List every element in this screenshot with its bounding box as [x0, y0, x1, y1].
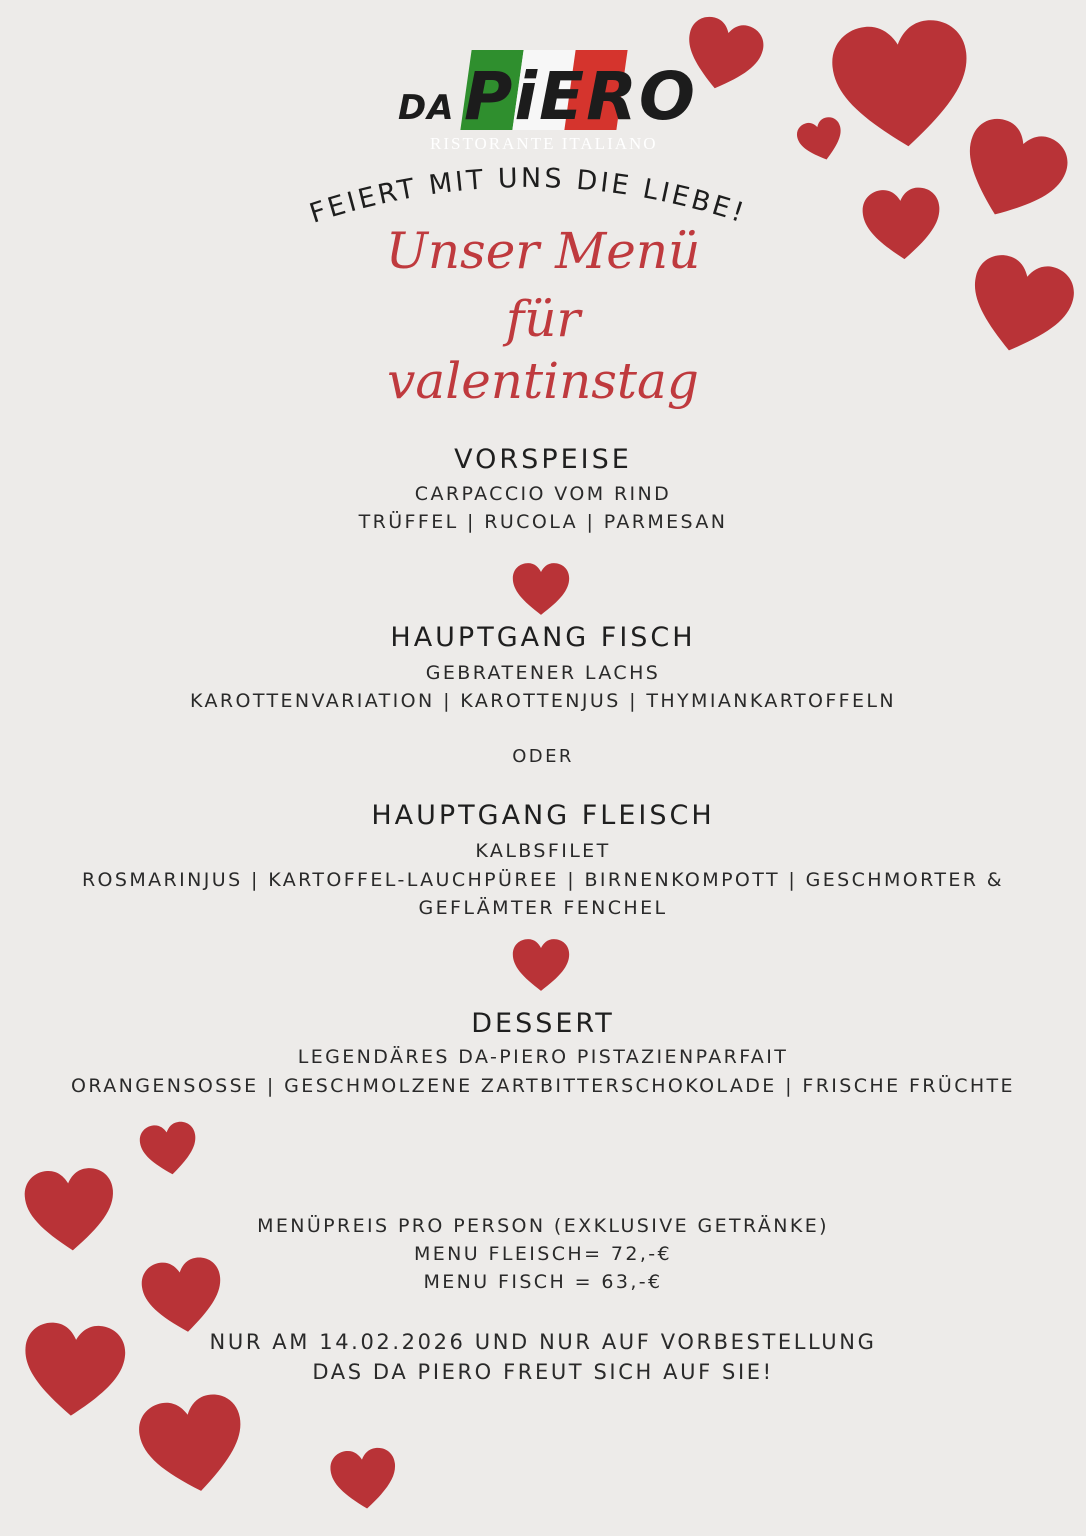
arc-title-text: FEIERT MIT UNS DIE LIEBE!	[305, 162, 751, 230]
logo-piero-text: PiERO	[464, 58, 698, 135]
heart-icon	[137, 1253, 229, 1340]
oder-separator: ODER	[512, 746, 574, 767]
course-sides-vorspeise: TRÜFFEL | RUCOLA | PARMESAN	[358, 511, 728, 533]
price-fleisch: MENU FLEISCH= 72,-€	[413, 1243, 672, 1265]
course-dish-vorspeise: CARPACCIO VOM RIND	[414, 483, 672, 505]
script-title-line-1: Unser Menü	[385, 222, 701, 280]
heart-icon	[826, 13, 979, 157]
course-sides-dessert: ORANGENSOSSE | GESCHMOLZENE ZARTBITTERSCHOKOLADE | FRISCHE FRÜCHTE	[71, 1075, 1015, 1097]
price-info-line: MENÜPREIS PRO PERSON (EXKLUSIVE GETRÄNKE)	[257, 1215, 829, 1237]
footer-date-line: NUR AM 14.02.2026 UND NUR AUF VORBESTELLUNG	[209, 1330, 877, 1354]
heart-icon	[132, 1388, 253, 1503]
course-sides-fisch: KAROTTENVARIATION | KAROTTENJUS | THYMIANKARTOFFELN	[189, 690, 897, 712]
course-dish-fleisch: KALBSFILET	[475, 840, 611, 862]
heart-divider-icon	[510, 562, 572, 616]
course-title-vorspeise: VORSPEISE	[454, 444, 632, 475]
price-fisch: MENU FISCH = 63,-€	[423, 1271, 663, 1293]
logo-da-text: DA	[398, 88, 455, 128]
heart-divider-icon	[510, 938, 572, 992]
heart-icon	[327, 1445, 401, 1514]
course-title-dessert: DESSERT	[471, 1008, 615, 1039]
course-sides-fleisch-line-1: ROSMARINJUS | KARTOFFEL-LAUCHPÜREE | BIRNENKOMPOTT | GESCHMORTER &	[81, 869, 1005, 891]
course-dish-fisch: GEBRATENER LACHS	[425, 662, 661, 684]
restaurant-logo	[392, 44, 702, 156]
script-title-line-3: valentinstag	[387, 352, 699, 410]
course-dish-dessert: LEGENDÄRES DA-PIERO PISTAZIENPARFAIT	[297, 1046, 789, 1068]
logo-subtitle: RISTORANTE ITALIANO	[430, 134, 658, 153]
course-sides-fleisch-line-2: GEFLÄMTER FENCHEL	[418, 897, 668, 919]
course-title-fleisch: HAUPTGANG FLEISCH	[371, 800, 715, 831]
script-title-line-2: für	[505, 290, 581, 348]
footer-greeting-line: DAS DA PIERO FREUT SICH AUF SIE!	[312, 1360, 774, 1384]
course-title-fisch: HAUPTGANG FISCH	[390, 622, 696, 653]
heart-icon	[137, 1118, 202, 1180]
